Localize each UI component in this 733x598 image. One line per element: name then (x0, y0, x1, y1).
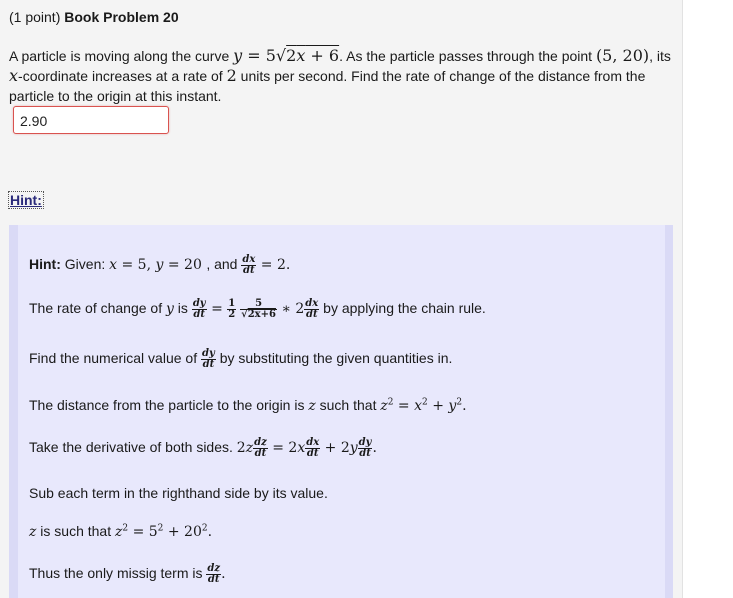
hint-line-sub (29, 485, 328, 501)
hint-line-given: Hint: Given: x = 5, y = 20 , and $\frac{dx}{dt}$ = 2. (29, 254, 291, 276)
hint-line-derivative: Take the derivative of both sides. 2z $\frac{dz}{dt}$ = 2x $\frac{dx}{dt}$ + 2y $\frac{dy}{dt}$ . (29, 437, 377, 459)
right-margin (682, 0, 733, 598)
fraction-dy-dt: $\frac{dy}{dt}$ (358, 437, 372, 459)
hint-text: The rate of change of (29, 300, 163, 317)
problem-name: Book Problem 20 (64, 9, 179, 25)
hint-text: , and (206, 256, 238, 273)
fraction-dy-dt: $\frac{dy}{dt}$ (201, 348, 215, 370)
problem-text: units per second. Find the rate of change of the distance from the particle to the origin at this instant. (9, 68, 646, 104)
fraction-dx-dt: $\frac{dx}{dt}$ (305, 298, 319, 320)
hint-text: is (177, 300, 188, 317)
fraction-half: $\frac{1}{2}$ (228, 298, 236, 320)
hint-line-rate: The rate of change of y is $\frac{dy}{dt}$ = $\frac{1}{2}$ $\frac{5}{√2x+6}$ ∗ 2 $\frac{dx}{dt}$ by applying the chain rule. (29, 298, 486, 320)
problem-title (9, 9, 179, 25)
point-coordinates: (5, 20) (595, 46, 650, 65)
rate-value: 2 (226, 66, 237, 85)
fraction-dz-dt: $\frac{dz}{dt}$ (254, 437, 267, 459)
hint-line-z: z is such that $z^2 = 5^2 + 20^2$. (29, 523, 213, 540)
hint-text: The distance from the particle to the origin is (29, 397, 305, 413)
fraction-dz-dt: $\frac{dz}{dt}$ (207, 563, 221, 585)
problem-text: . As the particle passes through the point (339, 48, 593, 64)
hint-link[interactable]: Hint: (10, 192, 42, 208)
fraction-dy-dt: $\frac{dy}{dt}$ (192, 298, 206, 320)
hint-text: is such that (40, 523, 112, 539)
fraction-dx-dt: $\frac{dx}{dt}$ (242, 254, 256, 276)
answer-input[interactable]: 2.90 (13, 106, 169, 134)
hint-text: Thus the only missig term is (29, 565, 203, 582)
problem-text: A particle is moving along the curve (9, 48, 230, 64)
hint-text: by substituting the given quantities in. (219, 350, 453, 367)
fraction-sqrt: $\frac{5}{√2x+6}$ (241, 298, 276, 320)
hint-text: Take the derivative of both sides. (29, 439, 233, 456)
fraction-dx-dt: $\frac{dx}{dt}$ (306, 437, 320, 459)
hint-label: Hint: (29, 256, 61, 273)
hint-border-right (665, 225, 673, 598)
curve-equation: y (233, 46, 243, 65)
hint-text: by applying the chain rule. (323, 300, 486, 317)
hint-text: Find the numerical value of (29, 350, 198, 367)
hint-text: Given: (64, 256, 106, 273)
x-variable: x (9, 66, 19, 85)
hint-border-left (9, 225, 18, 598)
math: x (109, 257, 118, 274)
points-label: (1 point) (9, 9, 61, 25)
hint-text: such that (319, 397, 377, 413)
problem-statement: A particle is moving along the curve y = 5√2x + 6. As the particle passes through the point (5, 20), its x-coordinate increases at a rate of 2 units per second. Find the rate of change of the distance from the particle to the origin at this instant. (9, 46, 671, 104)
hint-line-find (29, 349, 452, 370)
hint-line-thus: Thus the only missig term is $\frac{dz}{dt}$ . (29, 563, 226, 585)
hint-text: Sub each term in the righthand side by its value. (29, 485, 328, 501)
hint-line-distance: The distance from the particle to the origin is z such that $z^2 = x^2 + y^2$. (29, 397, 467, 414)
problem-text: -coordinate increases at a rate of (18, 68, 223, 84)
problem-text: , its (649, 48, 671, 64)
